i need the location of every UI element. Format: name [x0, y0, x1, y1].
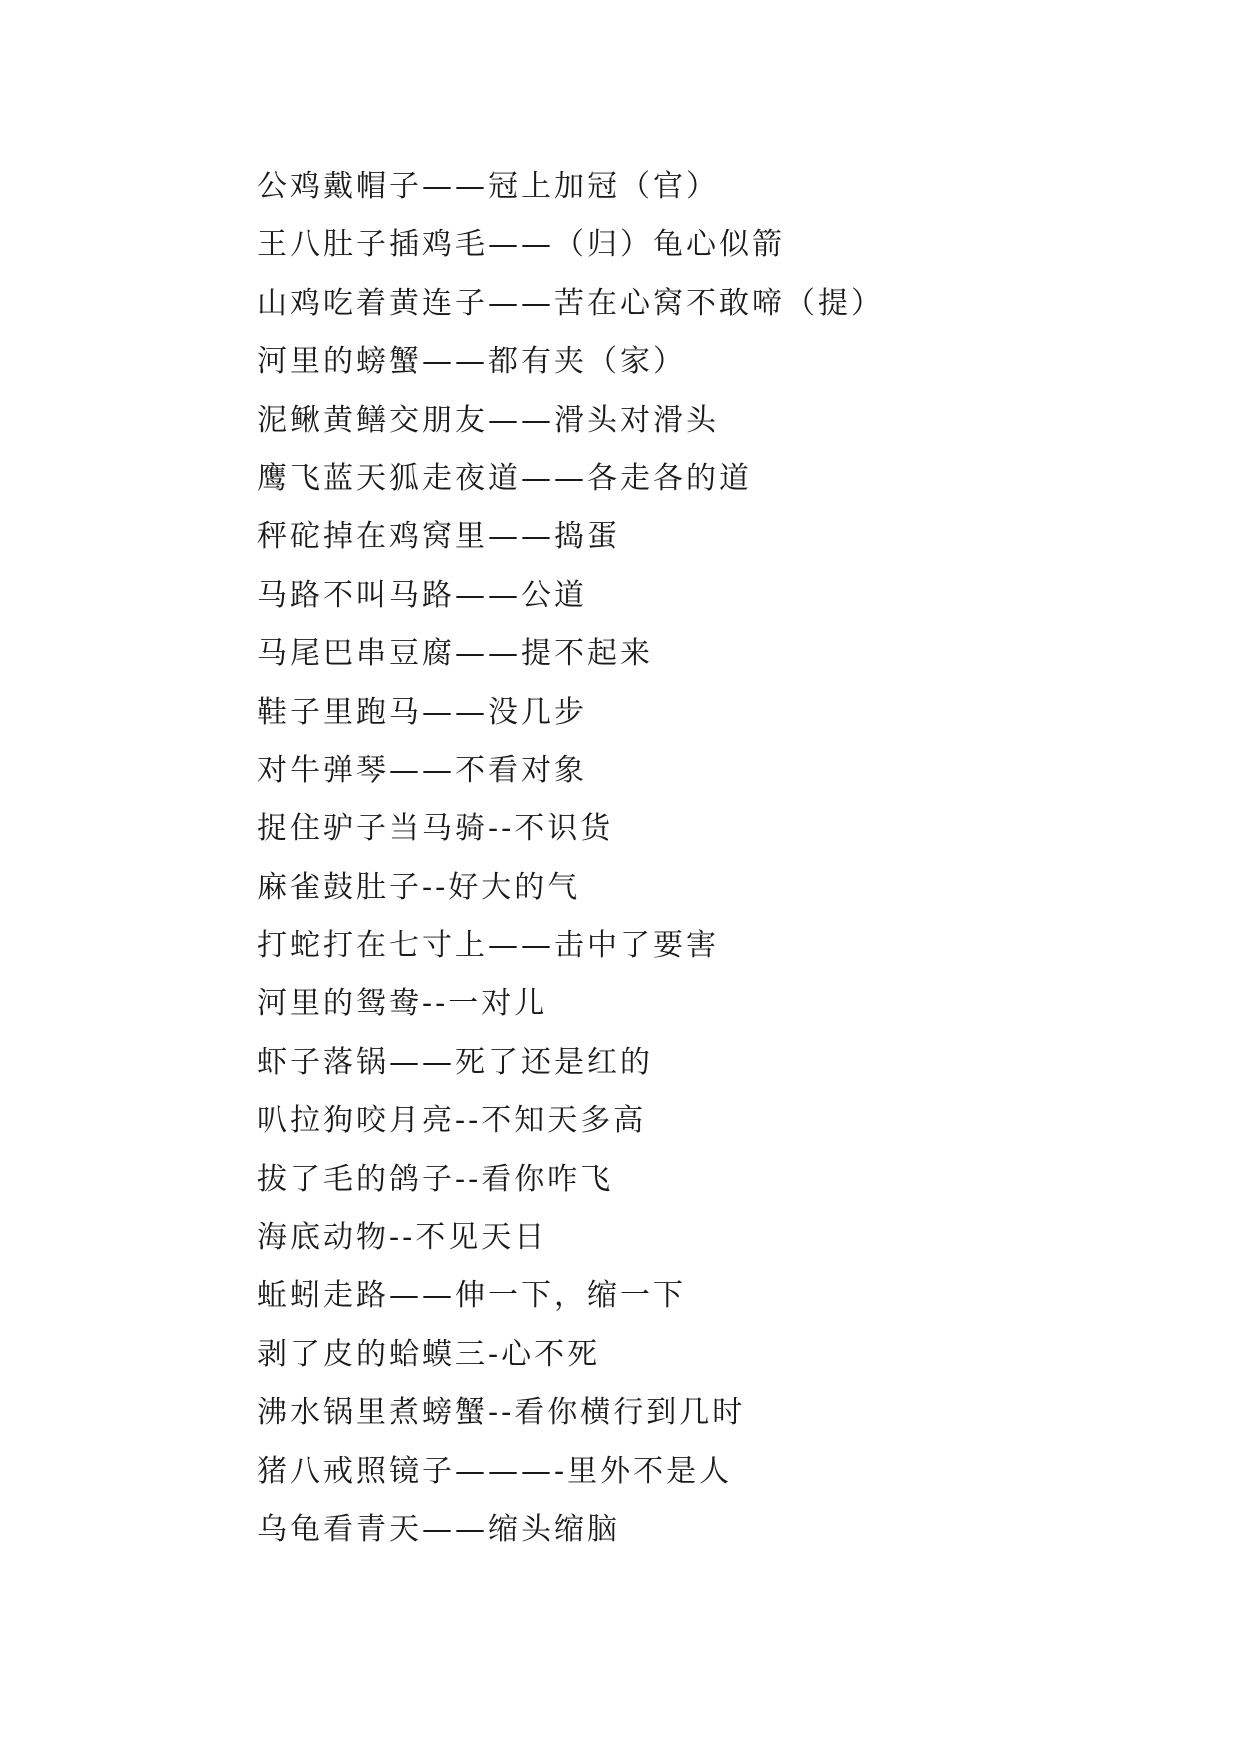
text-line: 对牛弹琴——不看对象	[257, 752, 587, 788]
text-line: 剥了皮的蛤蟆三-心不死	[257, 1336, 601, 1372]
text-line: 鞋子里跑马——没几步	[257, 694, 587, 730]
text-line: 蚯蚓走路——伸一下，缩一下	[257, 1278, 686, 1314]
text-line: 秤砣掉在鸡窝里——捣蛋	[257, 519, 620, 555]
text-line: 马路不叫马路——公道	[257, 577, 587, 613]
text-line: 河里的螃蟹——都有夹（家）	[257, 344, 686, 380]
text-line: 王八肚子插鸡毛——（归）龟心似箭	[257, 227, 785, 263]
text-line: 打蛇打在七寸上——击中了要害	[257, 928, 719, 964]
text-line: 捉住驴子当马骑--不识货	[257, 811, 614, 847]
text-line: 麻雀鼓肚子--好大的气	[257, 869, 581, 905]
xiehouyu-list	[257, 158, 1157, 1559]
text-line: 河里的鸳鸯--一对儿	[257, 986, 548, 1022]
text-line: 猪八戒照镜子———-里外不是人	[257, 1453, 733, 1489]
text-line: 叭拉狗咬月亮--不知天多高	[257, 1103, 647, 1139]
text-line: 沸水锅里煮螃蟹--看你横行到几时	[257, 1395, 746, 1431]
text-line: 海底动物--不见天日	[257, 1220, 548, 1256]
text-line: 鹰飞蓝天狐走夜道——各走各的道	[257, 460, 752, 496]
text-line: 泥鳅黄鳝交朋友——滑头对滑头	[257, 402, 719, 438]
text-line: 虾子落锅——死了还是红的	[257, 1044, 653, 1080]
text-line: 马尾巴串豆腐——提不起来	[257, 636, 653, 672]
text-line: 乌龟看青天——缩头缩脑	[257, 1511, 620, 1547]
text-line: 公鸡戴帽子——冠上加冠（官）	[257, 169, 719, 204]
text-line: 拔了毛的鸽子--看你咋飞	[257, 1161, 614, 1197]
text-line: 山鸡吃着黄连子——苦在心窝不敢啼（提）	[257, 285, 884, 321]
